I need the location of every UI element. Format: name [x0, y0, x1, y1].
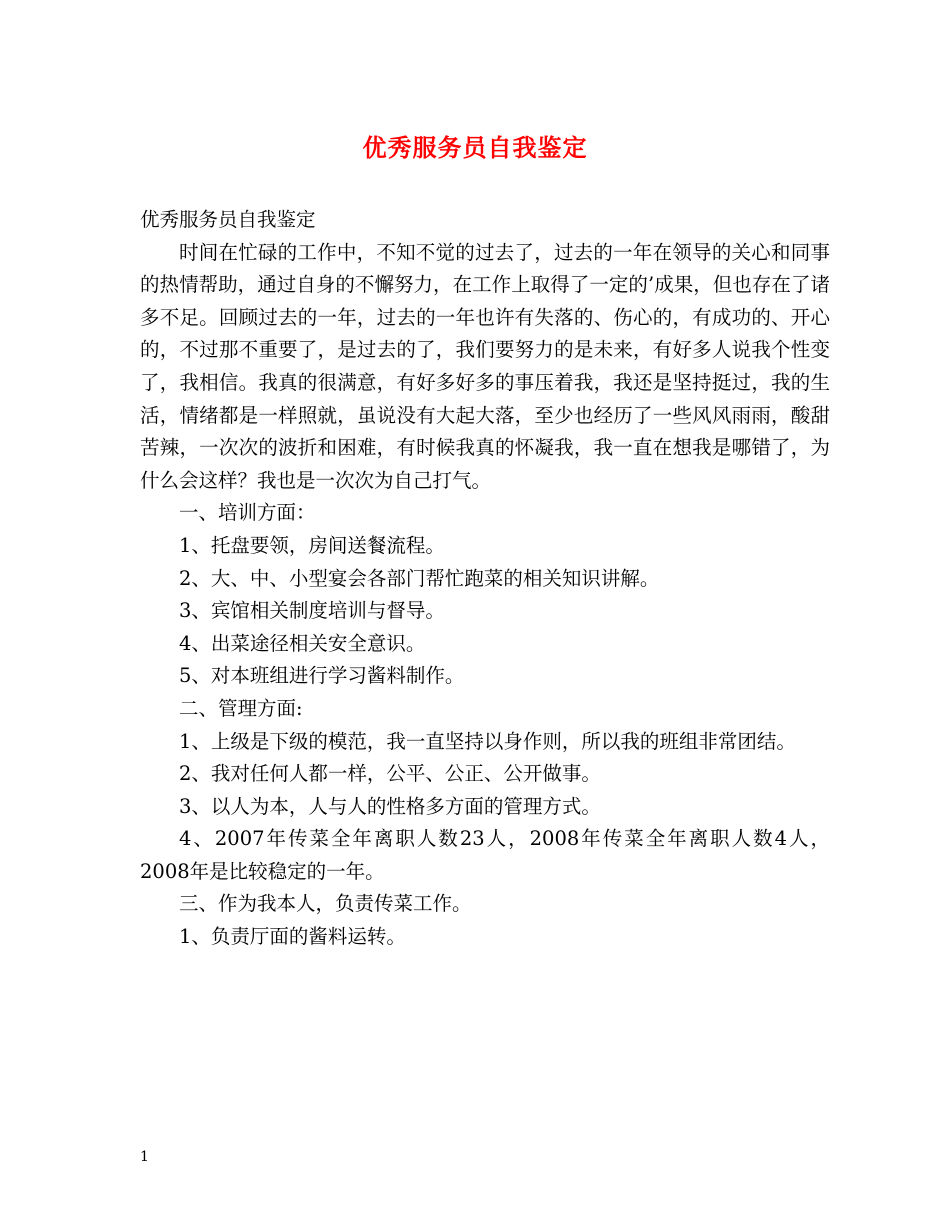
section-heading-management: 二、管理方面:	[179, 696, 303, 720]
document-title: 优秀服务员自我鉴定	[362, 133, 588, 162]
page-number: 1	[140, 1149, 149, 1165]
training-item: 1、托盘要领，房间送餐流程。	[179, 533, 445, 557]
section-heading-personal: 三、作为我本人，负责传菜工作。	[179, 892, 472, 916]
training-item: 3、宾馆相关制度培训与督导。	[179, 599, 445, 623]
document-subtitle: 优秀服务员自我鉴定	[140, 208, 316, 231]
document-body	[140, 204, 830, 954]
management-item: 1、上级是下级的模范，我一直坚持以身作则，所以我的班组非常团结。	[179, 729, 796, 753]
personal-item: 1、负责厅面的酱料运转。	[179, 925, 406, 949]
training-item: 4、出菜途径相关安全意识。	[179, 631, 426, 655]
management-item: 3、以人为本，人与人的性格多方面的管理方式。	[179, 794, 601, 818]
training-item: 5、对本班组进行学习酱料制作。	[179, 664, 465, 688]
section-heading-training: 一、培训方面：	[179, 501, 316, 525]
training-item: 2、大、中、小型宴会各部门帮忙跑菜的相关知识讲解。	[179, 566, 660, 590]
management-item: 4、2007年传菜全年离职人数23人，2008年传菜全年离职人数4人， 2008年是比较稳定的一年。	[140, 827, 830, 883]
intro-paragraph: 时间在忙碌的工作中，不知不觉的过去了，过去的一年在领导的关心和同事的热情帮助，通过自身的不懈努力，在工作上取得了一定的’成果，但也存在了诸多不足。回顾过去的一年，过去的一年也许有失落的、伤心的，有成功的、开心的，不过那不重要了，是过去的了，我们要努力的是未来，有好多人说我个性变了，我相信。我真的很满意，有好多好多的事压着我，我还是坚持挺过，我的生活，情绪都是一样照就，虽说没有大起大落，至少也经历了一些风风雨雨，酸甜苦辣，一次次的波折和困难，有时候我真的怀凝我，我一直在想我是哪错了，为什么会这样？我也是一次次为自己打气。	[140, 240, 830, 492]
management-item: 2、我对任何人都一样，公平、公正、公开做事。	[179, 762, 601, 786]
